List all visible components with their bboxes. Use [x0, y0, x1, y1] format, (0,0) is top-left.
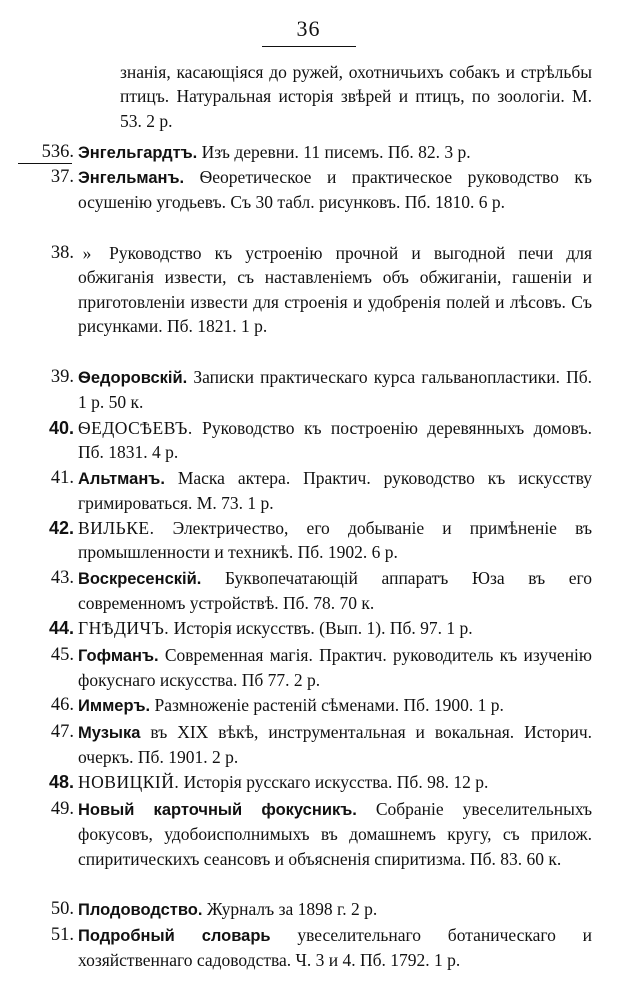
entry-number: 44. — [48, 618, 74, 638]
entry-text: Изъ деревни. 11 писемъ. Пб. 82. 3 р. — [197, 142, 471, 162]
entry-author: Гофманъ. — [78, 647, 159, 665]
catalog-entry — [20, 165, 592, 215]
entry-text: Маска актера. Практич. руководство къ искусству гримироваться. М. 73. 1 р. — [78, 468, 592, 514]
catalog-entry — [20, 516, 592, 565]
entry-text: въ XIX вѣкѣ, инструментальная и вокальная. Историч. очеркъ. Пб. 1901. 2 р. — [78, 722, 592, 768]
continuation-text: знанія, касающіяся до ружей, охотничьихъ собакъ и стрѣльбы птицъ. Натуральная исторія звѣрей и птицъ, по зоологіи. М. 53. 2 р. — [120, 62, 592, 131]
catalog-entry — [20, 643, 592, 693]
entry-text: Размноженіе растеній сѣменами. Пб. 1900. 1 р. — [150, 695, 504, 715]
entry-number: 47. — [50, 722, 74, 742]
entry-text: Электричество, его добываніе и примѣненіе въ промышленности и техникѣ. Пб. 1902. 6 р. — [78, 518, 592, 563]
entry-number: 40. — [48, 418, 74, 438]
entry-number: 50. — [50, 899, 74, 919]
entry-text: Руководство къ построенію деревянныхъ домовъ. Пб. 1831. 4 р. — [78, 418, 592, 463]
entry-number: 42. — [48, 518, 74, 538]
entry-body — [78, 416, 592, 465]
entry-body — [78, 140, 592, 165]
entry-author: Энгельманъ. — [78, 169, 185, 187]
entry-author: ГНѢДИЧЪ. — [78, 618, 170, 638]
entry-author: Воскресенскій. — [78, 570, 202, 588]
entry-text: Записки практическаго курса гальванопластики. Пб. 1 р. 50 к. — [78, 367, 592, 413]
catalog-entry — [20, 923, 592, 973]
entry-number: 46. — [50, 695, 74, 715]
catalog-entry — [20, 566, 592, 616]
entry-number: 38. — [50, 243, 74, 263]
entry-author: Подробный словарь — [78, 927, 271, 945]
entry-author: НОВИЦКІЙ. — [78, 772, 180, 792]
entry-number: 41. — [50, 468, 74, 488]
entry-author: ѲЕДОСѢЕВЪ. — [78, 418, 193, 438]
entry-number: 45. — [50, 645, 74, 665]
catalog-entry — [20, 416, 592, 465]
entry-text: Современная магія. Практич. руководитель къ изученію фокуснаго искусства. Пб 77. 2 р. — [78, 645, 592, 691]
entry-number: 49. — [50, 799, 74, 819]
catalog-entry — [20, 720, 592, 770]
entry-body — [78, 365, 592, 415]
entry-body — [78, 770, 592, 794]
entry-author: Новый карточный фокусникъ. — [78, 801, 357, 819]
catalog-entry — [20, 797, 592, 871]
entry-number: 43. — [50, 568, 74, 588]
entry-body — [78, 897, 592, 922]
entry-number: 51. — [50, 925, 74, 945]
entry-number: 39. — [50, 367, 74, 387]
entry-body — [78, 165, 592, 215]
page-number: 36 — [296, 16, 321, 41]
entry-body — [78, 643, 592, 693]
entry-text: Исторія русскаго искусства. Пб. 98. 12 р. — [179, 772, 489, 792]
entry-number: 48. — [48, 772, 74, 792]
entry-text: увеселительнаго ботаническаго и хозяйственнаго садоводства. Ч. 3 и 4. Пб. 1792. 1 р. — [78, 925, 592, 971]
entry-text: Собраніе увеселительныхъ фокусовъ, удобоисполнимыхъ въ домашнемъ кругу, съ прилож. спиритическихъ сеансовъ и объясненія спиритизма. Пб. 83. 60 к. — [78, 799, 592, 869]
catalog-entry — [20, 466, 592, 516]
catalog-entry — [20, 897, 592, 922]
entry-number: 536. — [41, 142, 74, 162]
entry-body — [78, 241, 592, 339]
entry-body — [78, 466, 592, 516]
catalog-entry — [20, 140, 592, 165]
entry-author: Ѳедоровскій. — [78, 369, 188, 387]
entry-body — [78, 797, 592, 871]
entry-author: Музыка — [78, 724, 141, 742]
catalog-entry — [20, 616, 592, 640]
entry-number: 37. — [50, 167, 74, 187]
entry-body — [78, 720, 592, 770]
entry-body — [78, 566, 592, 616]
entry-author: Энгельгардтъ. — [78, 144, 198, 162]
entry-author: ВИЛЬКЕ. — [78, 518, 155, 538]
page-number-rule — [262, 46, 356, 47]
entry-text: Буквопечатающій аппаратъ Юза въ его современномъ устройствѣ. Пб. 78. 70 к. — [78, 568, 592, 614]
entry-author: Плодоводство. — [78, 901, 203, 919]
catalog-entry — [20, 770, 592, 794]
catalog-entry — [20, 241, 592, 339]
entry-author: Альтманъ. — [78, 470, 165, 488]
entry-author: Иммеръ. — [78, 697, 151, 715]
entry-text: Исторія искусствъ. (Вып. 1). Пб. 97. 1 р. — [169, 618, 473, 638]
catalog-entry — [20, 365, 592, 415]
entry-text: Ѳеоретическое и практическое руководство къ осушенію угодьевъ. Съ 30 табл. рисунковъ. Пб. 1810. 6 р. — [78, 167, 592, 213]
ditto-mark: » — [82, 243, 92, 263]
entry-body — [78, 616, 592, 640]
entry-body — [78, 516, 592, 565]
entry-body — [78, 923, 592, 973]
entry-text: Журналъ за 1898 г. 2 р. — [202, 899, 378, 919]
entry-body — [78, 693, 592, 718]
entry-text: Руководство къ устроенію прочной и выгодной печи для обжиганія извести, съ наставленіемъ объ обжиганіи, гашеніи и приготовленіи извести для строенія и удобренія полей и лѣсовъ. Съ рисунками. Пб. 1821. 1 р. — [78, 243, 592, 337]
catalog-entry — [20, 693, 592, 718]
